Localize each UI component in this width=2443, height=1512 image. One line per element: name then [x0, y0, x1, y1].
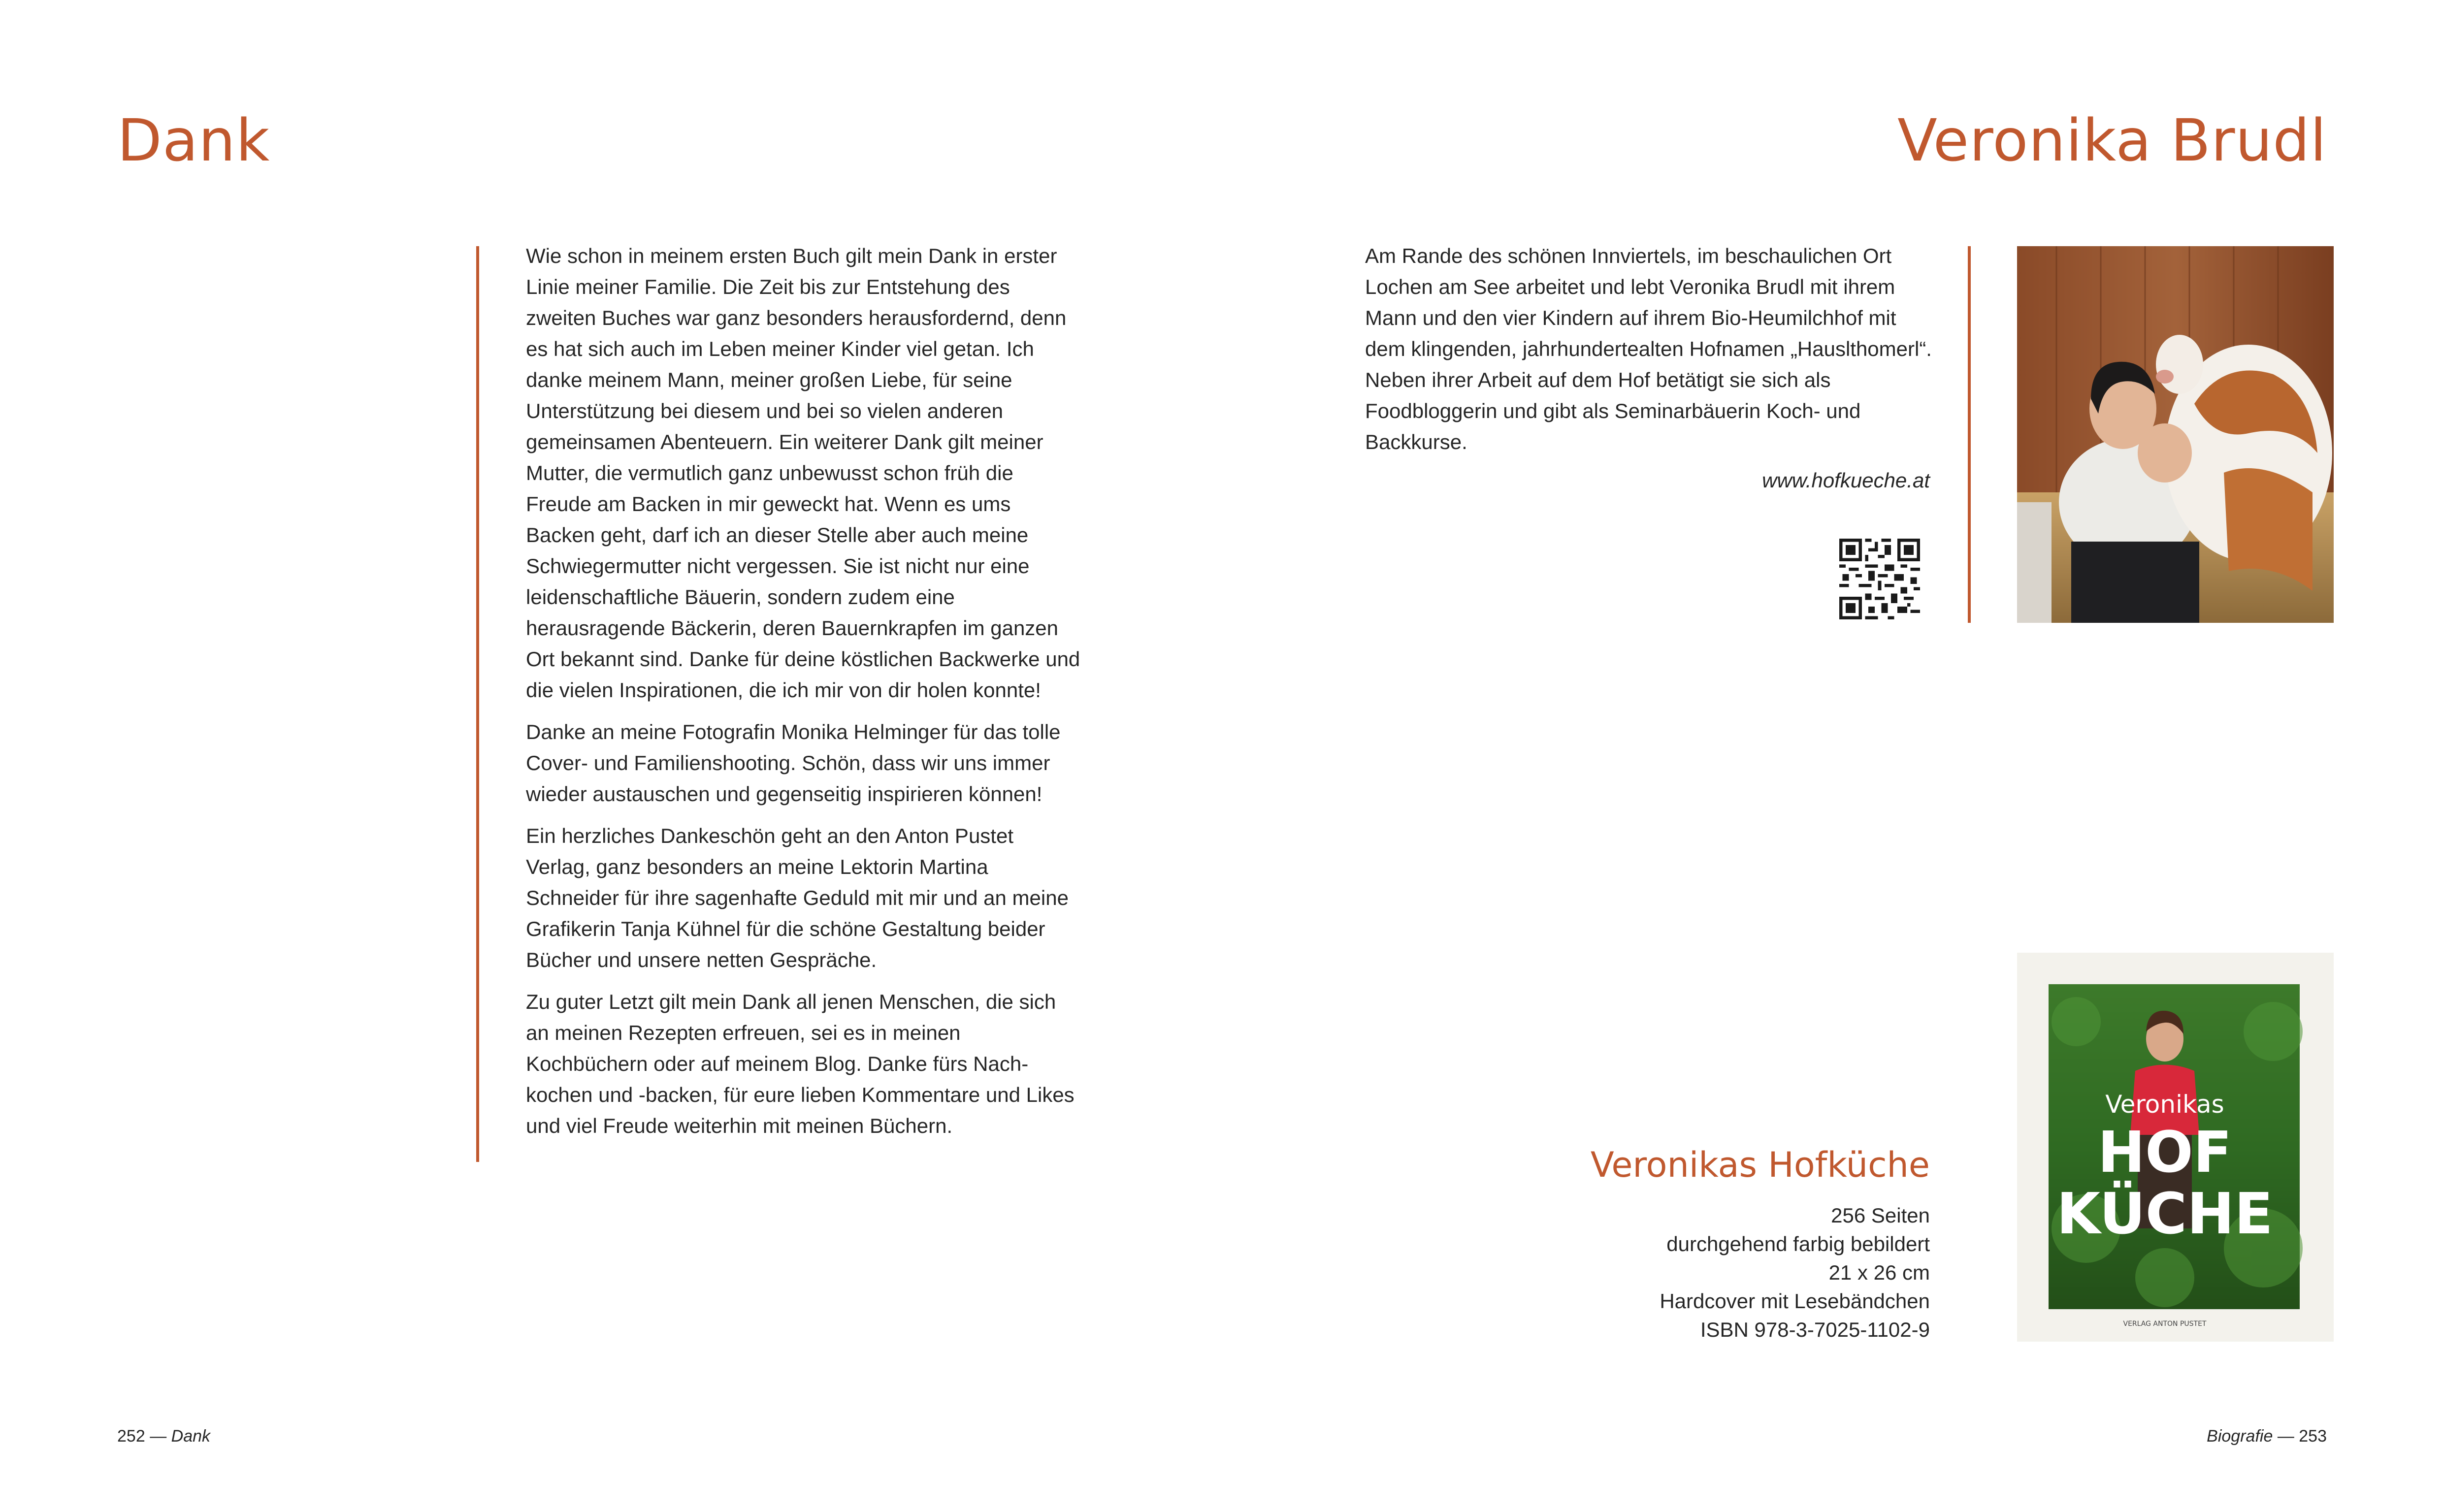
- book-pages: 256 Seiten: [1831, 1204, 1930, 1227]
- acknowledgement-text: [526, 240, 1082, 1152]
- author-biography: [1365, 240, 1932, 468]
- author-photo-with-calf: [2017, 246, 2334, 623]
- cover-title-line1: Veronikas: [2105, 1090, 2224, 1119]
- book-isbn: ISBN 978-3-7025-1102-9: [1700, 1318, 1930, 1341]
- right-accent-rule: [1968, 246, 1971, 623]
- page-footer-right: [2207, 1427, 2327, 1446]
- website-link[interactable]: www.hofkueche.at: [1762, 469, 1930, 492]
- left-accent-rule: [476, 246, 479, 1162]
- book-cover-image: [2017, 953, 2334, 1342]
- cover-title-line3: KÜCHE: [2056, 1181, 2273, 1247]
- paragraph: Zu guter Letzt gilt mein Dank all jenen Menschen, die sich an meinen Rezepten erfreuen, sei es in meinen Kochbüchern oder auf meinem Blog. Danke fürs Nachkochen und -backen, für eure lieben Kommentare und Likes und viel Freude weiterhin mit meinen Büchern.: [526, 990, 1075, 1137]
- book-illustration: durchgehend farbig bebildert: [1666, 1232, 1930, 1255]
- paragraph: Ein herzliches Dankeschön geht an den Anton Pustet Verlag, ganz besonders an meine Lektorin Martina Schneider für ihre sagenhafte Geduld mit mir und an meine Grafikerin Tanja Kühnel für die schöne Gestaltung beider Bücher und unsere netten Gespräche.: [526, 824, 1069, 971]
- paragraph: Danke an meine Fotografin Monika Helminger für das tolle Cover- und Familienshooting. Schön, dass wir uns immer wieder austauschen und gegenseitig inspirieren können!: [526, 720, 1061, 805]
- paragraph: Am Rande des schönen Innviertels, im beschaulichen Ort Lochen am See arbeitet und lebt Veronika Brudl mit ihrem Mann und den vier Kindern auf ihrem Bio-Heumilchhof mit dem klingenden, jahrhundertealten Hofnamen „Hauslthomerl“. Neben ihrer Arbeit auf dem Hof betätigt sie sich als Foodbloggerin und gibt als Seminarbäuerin Koch- und Backkurse.: [1365, 244, 1932, 453]
- page-title-dank: Dank: [117, 106, 270, 174]
- cover-publisher: VERLAG ANTON PUSTET: [2123, 1320, 2207, 1328]
- book-binding: Hardcover mit Lesebändchen: [1660, 1289, 1930, 1313]
- qr-code-icon: [1839, 539, 1920, 619]
- paragraph: Wie schon in meinem ersten Buch gilt mein Dank in erster Linie meiner Familie. Die Zeit bis zur Entstehung des zweiten Buches war ganz besonders herausfordernd, denn es hat sich auch im Leben meiner Kinder viel getan. Ich danke meinem Mann, meiner großen Liebe, für seine Unterstützung bei diesem und bei so vielen anderen gemeinsamen Abenteuern. Ein weiterer Dank gilt meiner Mutter, die vermutlich ganz unbewusst schon früh die Freude am Backen in mir geweckt hat. Wenn es ums Backen geht, darf ich an dieser Stelle aber auch meine Schwiegermutter nicht vergessen. Sie ist nicht nur eine leidenschaftliche Bäuerin, sondern zudem eine herausragende Bäckerin, deren Bauernkrapfen im ganzen Ort bekannt sind. Danke für deine köstlichen Backwerke und die vielen Inspirationen, die ich mir von dir holen konnte!: [526, 244, 1080, 702]
- folio-separator: —: [150, 1427, 167, 1446]
- running-section: Biografie: [2207, 1427, 2273, 1446]
- page-number: 253: [2299, 1427, 2327, 1446]
- running-section: Dank: [171, 1427, 211, 1446]
- book-details: [1487, 1201, 1930, 1344]
- page-title-author: Veronika Brudl: [1897, 106, 2327, 174]
- book-size: 21 x 26 cm: [1828, 1261, 1930, 1284]
- book-title: Veronikas Hofküche: [1590, 1145, 1930, 1185]
- cover-title-line2: HOF: [2097, 1120, 2232, 1186]
- page-number: 252: [117, 1427, 145, 1446]
- folio-separator: —: [2277, 1427, 2294, 1446]
- page-footer-left: [117, 1427, 210, 1446]
